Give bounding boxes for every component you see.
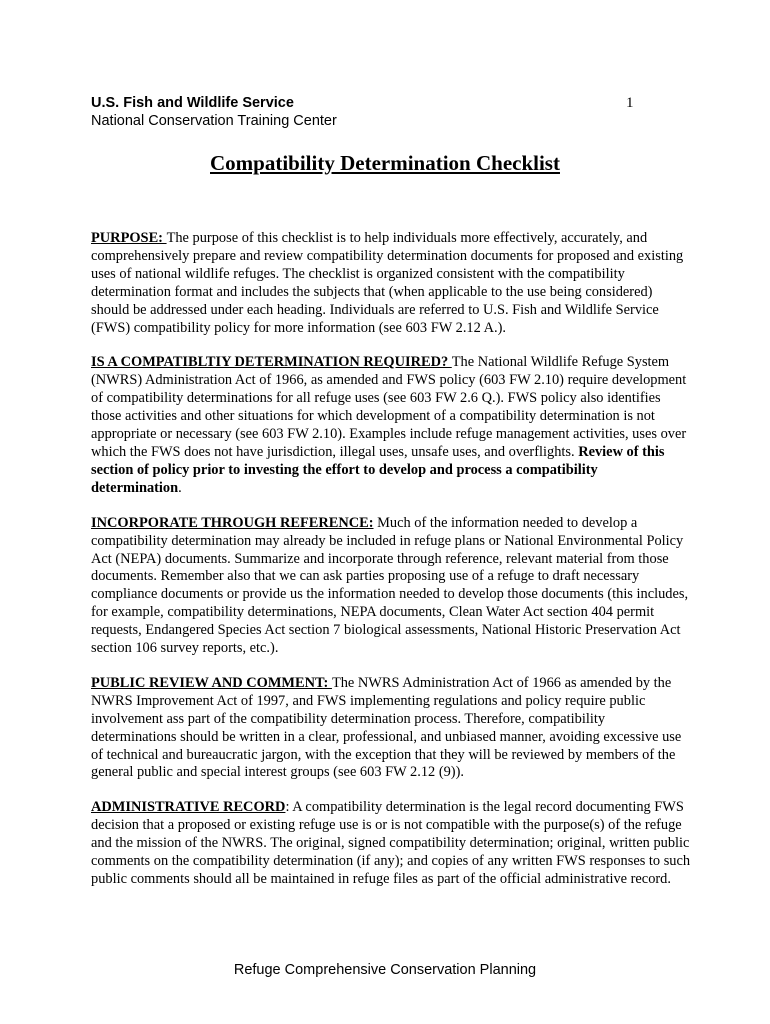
document-footer: Refuge Comprehensive Conservation Planning — [233, 962, 537, 978]
section-heading: INCORPORATE THROUGH REFERENCE: — [91, 514, 374, 531]
organization-subtitle: National Conservation Training Center — [91, 113, 337, 129]
section-heading: IS A COMPATIBLTIY DETERMINATION REQUIRED? — [91, 354, 452, 371]
organization-name: U.S. Fish and Wildlife Service — [91, 95, 294, 111]
section-public-review — [91, 675, 691, 782]
section-text: Much of the information needed to develop a compatibility determination may already be included in refuge plans or National Environmental Policy Act (NEPA) documents. Summarize and incorporate through reference, relevant material from those documents. Remember also that we can ask parties proposing use of a refuge to draft necessary compliance documents or provide us the information needed to develop those documents (this includes, for example, compatibility determinations, NEPA documents, Clean Water Act section 404 permit requests, Endangered Species Act section 7 biological assessments, National Historic Preservation Act section 106 survey reports, etc.). — [91, 514, 689, 657]
section-heading: PURPOSE: — [91, 230, 167, 246]
section-text: The National Wildlife Refuge System (NWRS) Administration Act of 1966, as amended and FWS policy (603 FW 2.10) require development of compatibility determinations for all refuge uses (see 603 FW 2.6 Q.). FWS policy also identifies those activities and other situations for which development of a compatibility determination is not appropriate or necessary (see 603 FW 2.10). Examples include refuge management activities, uses over which the FWS does not have jurisdiction, illegal uses, unsafe uses, and overflights. — [91, 354, 687, 460]
section-text-tail: . — [178, 479, 182, 496]
document-title: Compatibility Determination Checklist — [210, 151, 560, 175]
section-text: The purpose of this checklist is to help individuals more effectively, accurately, and comprehensively prepare and review compatibility determination documents for proposed and existing uses of national wildlife refuges. The checklist is organized consistent with the compatibility determination format and includes the subjects that (when applicable to the use being considered) should be addressed under each heading. Individuals are referred to U.S. Fish and Wildlife Service (FWS) compatibility policy for more information (see 603 FW 2.12 A.). — [91, 230, 684, 336]
section-heading: ADMINISTRATIVE RECORD — [91, 799, 286, 816]
document-header — [91, 94, 651, 131]
section-emphasis: Review of this section of policy prior to investing the effort to develop and process a compatibility determination — [91, 443, 665, 496]
document-body — [91, 230, 691, 906]
section-purpose — [91, 230, 691, 337]
section-text: : A compatibility determination is the legal record documenting FWS decision that a proposed or existing refuge use is or is not compatible with the purpose(s) of the refuge and the mission of the NWRS. The original, signed compatibility determination; original, written public comments on the compatibility determination (if any); and copies of any written FWS responses to such public comments should all be maintained in refuge files as part of the official administrative record. — [91, 799, 691, 887]
section-text: The NWRS Administration Act of 1966 as amended by the NWRS Improvement Act of 1997, and FWS implementing regulations and policy require public involvement ass part of the compatibility determination process. Therefore, compatibility determinations should be written in a clear, professional, and unbiased manner, avoiding excessive use of technical and bureaucratic jargon, with the exception that they will be reviewed by members of the general public and special interest groups (see 603 FW 2.12 (9)). — [91, 674, 682, 781]
page-number: 1 — [626, 95, 634, 111]
section-incorporate-reference — [91, 515, 691, 658]
section-administrative-record — [91, 799, 691, 889]
section-determination-required — [91, 354, 691, 497]
section-heading: PUBLIC REVIEW AND COMMENT: — [91, 674, 332, 691]
